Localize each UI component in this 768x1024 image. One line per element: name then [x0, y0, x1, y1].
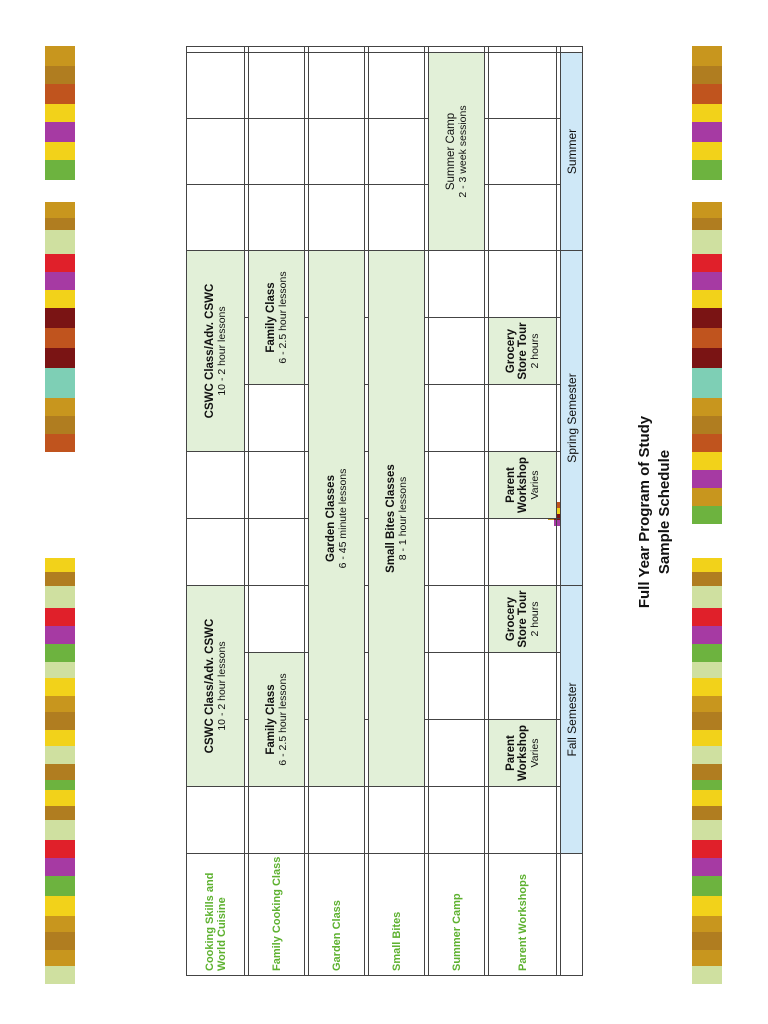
block-title: CSWC Class/Adv. CSWC — [203, 618, 216, 754]
table-row — [249, 47, 305, 976]
block-detail: Varies — [528, 738, 541, 768]
block-detail: 6 - 2.5 hour lessons — [276, 271, 289, 364]
block-title: Store Tour — [516, 590, 529, 648]
block-title: Grocery — [504, 328, 517, 374]
block-cswc-fall — [187, 586, 245, 787]
block-detail: 10 - 2 hour lessons — [215, 306, 228, 396]
block-title: Grocery — [504, 596, 517, 642]
block-family-spring — [249, 251, 305, 385]
block-title: Parent — [504, 467, 517, 503]
row-label-summer-camp: Summer Camp — [429, 854, 485, 976]
block-detail: Varies — [528, 470, 541, 500]
block-title: Store Tour — [516, 322, 529, 380]
table-row — [489, 47, 557, 976]
block-title: Garden Classes — [324, 475, 337, 562]
block-detail: 2 hours — [528, 601, 541, 637]
row-label-garden: Garden Class — [309, 854, 365, 976]
row-label-cooking: Cooking Skills and World Cuisine — [187, 854, 245, 976]
block-small-bites — [369, 251, 425, 787]
block-title: Summer Camp — [444, 112, 457, 191]
block-parent-workshop-2 — [489, 452, 557, 519]
block-title: Small Bites Classes — [384, 464, 397, 573]
table-row — [369, 47, 425, 976]
row-label-small-bites: Small Bites — [369, 854, 425, 976]
table-row — [309, 47, 365, 976]
block-detail: 8 - 1 hour lessons — [396, 476, 409, 561]
semester-summer: Summer — [561, 53, 583, 251]
row-label-parent-workshops: Parent Workshops — [489, 854, 557, 976]
semester-row — [561, 47, 583, 976]
block-garden — [309, 251, 365, 787]
block-parent-workshop-1 — [489, 720, 557, 787]
table-row — [187, 47, 245, 976]
block-detail: 6 - 45 minute lessons — [336, 468, 349, 569]
block-grocery-tour-2 — [489, 318, 557, 385]
block-detail: 6 - 2.5 hour lessons — [276, 673, 289, 766]
block-grocery-tour-1 — [489, 586, 557, 653]
block-title: Parent — [504, 735, 517, 771]
semester-fall: Fall Semester — [561, 586, 583, 854]
block-title: Workshop — [516, 725, 529, 782]
block-cswc-spring — [187, 251, 245, 452]
block-title: CSWC Class/Adv. CSWC — [203, 283, 216, 419]
block-summer-camp — [429, 53, 485, 251]
document-subtitle: Sample Schedule — [656, 449, 673, 575]
block-detail: 10 - 2 hour lessons — [215, 641, 228, 731]
schedule-table — [186, 46, 583, 976]
block-title: Family Class — [264, 684, 277, 755]
document-title: Full Year Program of Study — [636, 415, 653, 609]
block-family-fall — [249, 653, 305, 787]
block-title: Family Class — [264, 282, 277, 353]
block-detail: 2 hours — [528, 333, 541, 369]
block-title: Workshop — [516, 457, 529, 514]
row-label-family: Family Cooking Class — [249, 854, 305, 976]
table-row — [429, 47, 485, 976]
semester-spring: Spring Semester — [561, 251, 583, 586]
block-detail: 2 - 3 week sessions — [456, 105, 469, 198]
